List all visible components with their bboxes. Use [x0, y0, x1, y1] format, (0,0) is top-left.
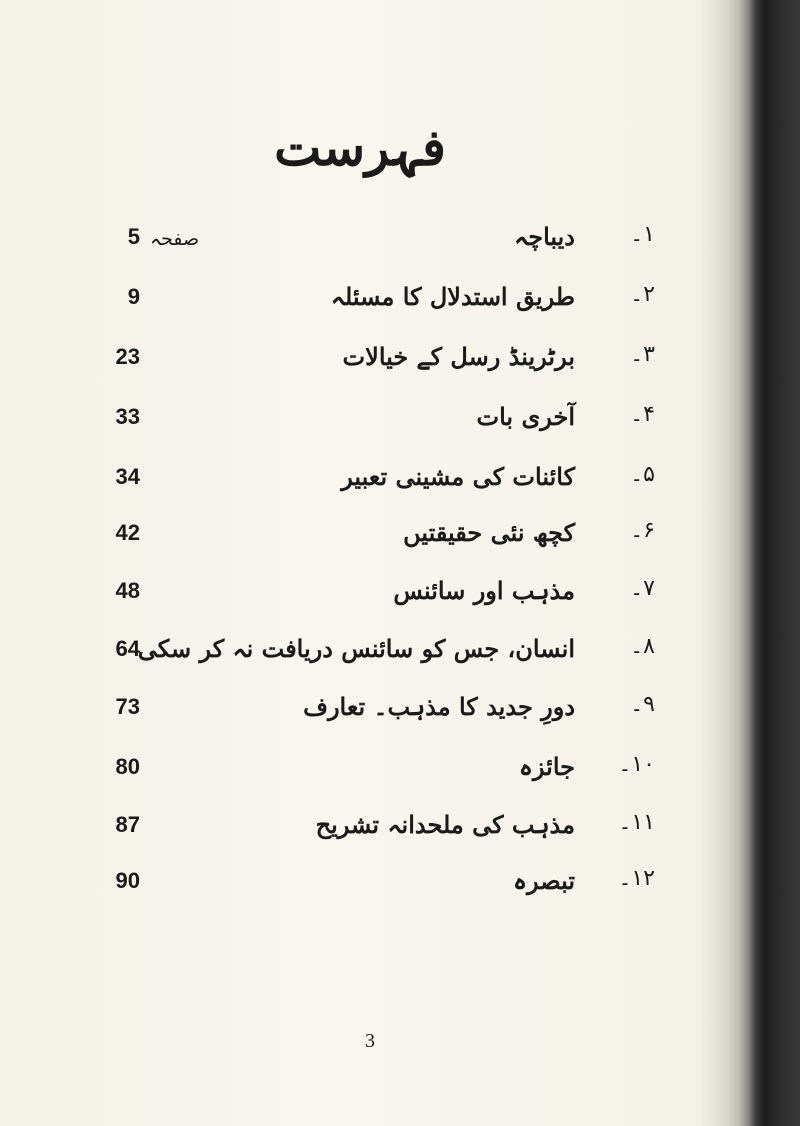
entry-number: ۱۰۔: [618, 752, 655, 777]
entry-number: ۳۔: [630, 342, 655, 367]
entry-number: ۲۔: [630, 282, 655, 307]
page-number: 3: [365, 1030, 375, 1052]
entry-number: ۶۔: [630, 518, 655, 543]
toc-entry: [0, 866, 720, 906]
entry-page-number: 42: [115, 520, 140, 545]
entry-page-number: 87: [115, 812, 140, 837]
entry-title: جائزہ: [518, 752, 575, 781]
entry-page-number: 64: [115, 636, 140, 661]
toc-entry: [0, 342, 720, 382]
entry-number: ۱۲۔: [618, 866, 655, 891]
entry-title: آخری بات: [476, 402, 575, 431]
toc-entry: [0, 282, 720, 322]
entry-title: انسان، جس کو سائنس دریافت نہ کر سکی: [137, 634, 575, 663]
page-column-header: صفحہ: [150, 228, 200, 250]
entry-page-number: 5: [127, 224, 140, 249]
entry-page-number: 33: [115, 404, 140, 429]
toc-entry: [0, 810, 720, 850]
entry-page-number: 73: [115, 694, 140, 719]
entry-title: تبصرہ: [512, 866, 575, 895]
entry-title: کچھ نئی حقیقتیں: [403, 518, 575, 547]
entry-title: برٹرینڈ رسل کے خیالات: [342, 342, 575, 371]
entry-number: ۱۱۔: [618, 810, 655, 835]
entry-title: مذہب کی ملحدانہ تشریح: [315, 810, 575, 839]
toc-entry: [0, 576, 720, 616]
page-title: فہرست: [274, 118, 446, 177]
entry-page-number: 48: [115, 578, 140, 603]
entry-page-number: 80: [115, 754, 140, 779]
toc-entry: [0, 752, 720, 792]
entry-number: ۹۔: [630, 692, 655, 717]
entry-page-number: 90: [115, 868, 140, 893]
entry-title: مذہب اور سائنس: [393, 576, 575, 605]
toc-entry: [0, 634, 720, 674]
book-spine-shadow: [700, 0, 800, 1126]
toc-entry: [0, 692, 720, 732]
toc-entry: [0, 518, 720, 558]
entry-page-number: 34: [115, 464, 140, 489]
entry-title: کائنات کی مشینی تعبیر: [341, 462, 575, 491]
toc-entry: [0, 462, 720, 502]
entry-title: طریق استدلال کا مسئلہ: [330, 282, 575, 311]
entry-number: ۱۔: [630, 222, 655, 247]
entry-number: ۵۔: [630, 462, 655, 487]
entry-number: ۷۔: [630, 576, 655, 601]
entry-number: ۸۔: [630, 634, 655, 659]
entry-page-number: 9: [127, 284, 140, 309]
entry-title: دیباچہ: [514, 222, 575, 251]
toc-entry: [0, 222, 720, 262]
entry-page-number: 23: [115, 344, 140, 369]
toc-entry: [0, 402, 720, 442]
entry-number: ۴۔: [630, 402, 655, 427]
entry-title: دورِ جدید کا مذہب۔ تعارف: [303, 692, 575, 721]
